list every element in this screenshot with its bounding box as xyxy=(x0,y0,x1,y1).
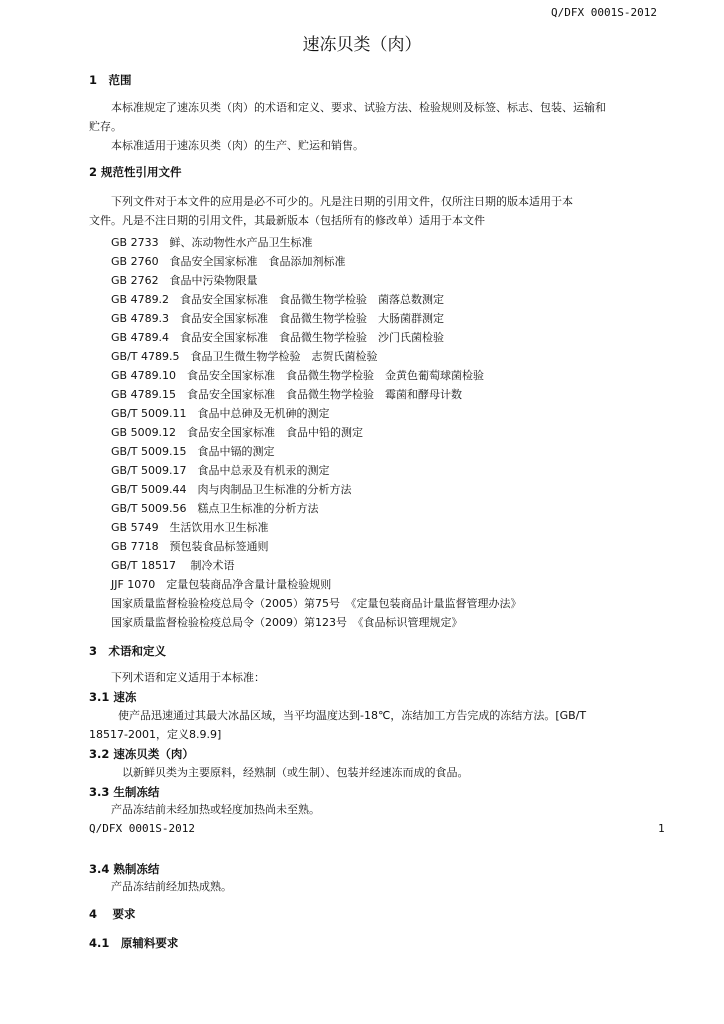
term-3-4-definition: 产品冻结前经加热成熟。 xyxy=(111,880,232,893)
term-3-2-heading: 3.2 速冻贝类（肉） xyxy=(89,747,194,761)
reference-item: 国家质量监督检验检疫总局令（2009）第123号 《食品标识管理规定》 xyxy=(111,616,463,629)
reference-item: GB 4789.4 食品安全国家标准 食品微生物学检验 沙门氏菌检验 xyxy=(111,331,445,344)
reference-item: GB/T 5009.17 食品中总汞及有机汞的测定 xyxy=(111,464,330,477)
reference-item: GB 7718 预包装食品标签通则 xyxy=(111,540,269,553)
reference-item: GB 2733 鲜、冻动物性水产品卫生标准 xyxy=(111,236,313,249)
term-3-3-heading: 3.3 生制冻结 xyxy=(89,785,160,799)
term-3-4-heading: 3.4 熟制冻结 xyxy=(89,862,160,876)
term-3-1-line2: 18517-2001，定义8.9.9] xyxy=(89,728,222,741)
reference-item: GB/T 18517 制冷术语 xyxy=(111,559,235,572)
section-1-para1-line1: 本标准规定了速冻贝类（肉）的术语和定义、要求、试验方法、检验规则及标签、标志、包装、运输和 xyxy=(111,101,606,114)
term-3-2-definition: 以新鲜贝类为主要原料，经熟制（或生制）、包装并经速冻而成的食品。 xyxy=(122,766,469,779)
reference-item: GB/T 5009.15 食品中镉的测定 xyxy=(111,445,275,458)
term-3-3-definition: 产品冻结前未经加热或轻度加热尚未至熟。 xyxy=(111,803,320,816)
term-3-1-line1: 使产品迅速通过其最大冰晶区域，当平均温度达到-18℃，冻结加工方告完成的冻结方法。[GB/T xyxy=(118,709,587,722)
section-2-heading: 2 规范性引用文件 xyxy=(89,165,182,179)
page-title: 速冻贝类（肉） xyxy=(302,35,422,55)
reference-item: GB/T 4789.5 食品卫生微生物学检验 志贺氏菌检验 xyxy=(111,350,378,363)
reference-item: JJF 1070 定量包装商品净含量计量检验规则 xyxy=(111,578,332,591)
reference-item: GB/T 5009.44 肉与肉制品卫生标准的分析方法 xyxy=(111,483,352,496)
page-number: 1 xyxy=(658,822,665,835)
reference-item: GB/T 5009.11 食品中总砷及无机砷的测定 xyxy=(111,407,330,420)
reference-item: 国家质量监督检验检疫总局令（2005）第75号 《定量包装商品计量监督管理办法》 xyxy=(111,597,522,610)
reference-item: GB 4789.3 食品安全国家标准 食品微生物学检验 大肠菌群测定 xyxy=(111,312,445,325)
reference-item: GB 4789.15 食品安全国家标准 食品微生物学检验 霉菌和酵母计数 xyxy=(111,388,463,401)
section-2-para-line2: 文件。凡是不注日期的引用文件，其最新版本（包括所有的修改单）适用于本文件 xyxy=(89,214,485,227)
reference-item: GB 4789.2 食品安全国家标准 食品微生物学检验 菌落总数测定 xyxy=(111,293,445,306)
reference-item: GB 2762 食品中污染物限量 xyxy=(111,274,258,287)
reference-item: GB 5749 生活饮用水卫生标准 xyxy=(111,521,269,534)
reference-item: GB 5009.12 食品安全国家标准 食品中铅的测定 xyxy=(111,426,364,439)
section-1-para2: 本标准适用于速冻贝类（肉）的生产、贮运和销售。 xyxy=(111,139,364,152)
section-1-heading: 1 范围 xyxy=(89,73,132,87)
section-4-heading: 4 要求 xyxy=(89,907,136,921)
footer-doc-code: Q/DFX 0001S-2012 xyxy=(89,822,195,835)
reference-item: GB 2760 食品安全国家标准 食品添加剂标准 xyxy=(111,255,346,268)
header-doc-code: Q/DFX 0001S-2012 xyxy=(551,6,657,19)
section-3-intro: 下列术语和定义适用于本标准： xyxy=(111,671,265,684)
section-3-heading: 3 术语和定义 xyxy=(89,644,167,658)
section-4-1-heading: 4.1 原辅料要求 xyxy=(89,936,179,950)
section-1-para1-line2: 贮存。 xyxy=(89,120,122,133)
section-2-para-line1: 下列文件对于本文件的应用是必不可少的。凡是注日期的引用文件，仅所注日期的版本适用于本 xyxy=(111,195,573,208)
reference-item: GB/T 5009.56 糕点卫生标准的分析方法 xyxy=(111,502,319,515)
term-3-1-heading: 3.1 速冻 xyxy=(89,690,137,704)
reference-item: GB 4789.10 食品安全国家标准 食品微生物学检验 金黄色葡萄球菌检验 xyxy=(111,369,485,382)
